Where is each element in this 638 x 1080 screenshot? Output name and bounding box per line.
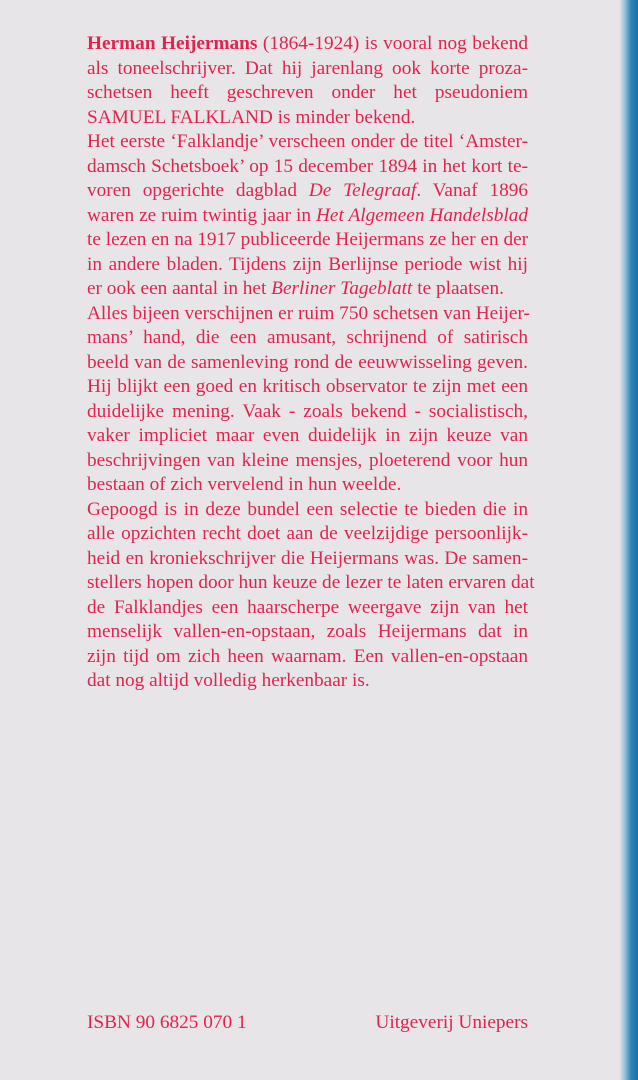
text-line (87, 326, 528, 351)
text-line (87, 81, 528, 106)
text-segment: voren opgerichte dagblad (87, 180, 309, 201)
text-line (87, 498, 528, 523)
text-segment: schetsen heeft geschreven onder het pseudoniem (87, 82, 528, 103)
text-line (87, 106, 528, 131)
text-line (87, 32, 528, 57)
italic-title: Berliner Tageblatt (271, 278, 413, 299)
text-segment: in andere bladen. Tijdens zijn Berlijnse periode wist hij (87, 253, 528, 275)
isbn: ISBN 90 6825 070 1 (87, 1012, 247, 1033)
text-line (87, 424, 528, 449)
text-line (87, 571, 535, 596)
text-line (87, 596, 528, 621)
text-segment: mans’ hand, die een amusant, schrijnend of satirisch (87, 327, 528, 348)
text-line (87, 228, 528, 253)
text-segment: Gepoogd is in deze bundel een selectie te bieden die in (87, 498, 528, 520)
text-segment: zijn tijd om zich heen waarnam. Een vallen-en-opstaan (87, 645, 528, 667)
text-segment: SAMUEL FALKLAND is minder bekend. (87, 106, 416, 128)
text-line (87, 155, 528, 180)
text-segment: beschrijvingen van kleine mensjes, ploeterend voor hun (87, 449, 528, 471)
text-segment: duidelijke mening. Vaak - zoals bekend - socialistisch, (87, 400, 528, 422)
text-segment: bestaan of zich vervelend in hun weelde. (87, 474, 402, 495)
cover-edge (620, 0, 638, 1080)
text-segment: (1864-1924) is vooral nog bekend (257, 33, 528, 54)
blurb-text (87, 32, 535, 694)
text-line (87, 375, 528, 400)
text-segment: de Falklandjes een haarscherpe weergave zijn van het (87, 596, 528, 618)
publisher: Uitgeverij Uniepers (375, 1012, 528, 1033)
text-line (87, 277, 528, 302)
text-segment: te plaatsen. (412, 278, 504, 299)
text-line (87, 179, 528, 204)
text-segment: Hij blijkt een goed en kritisch observator te zijn met een (87, 376, 528, 397)
text-line (87, 351, 528, 376)
text-line (87, 253, 528, 278)
text-segment: alle opzichten recht doet aan de veelzijdige persoonlijk- (87, 523, 528, 544)
text-segment: menselijk vallen-en-opstaan, zoals Heijermans dat in (87, 621, 528, 642)
text-segment: te lezen en na 1917 publiceerde Heijermans ze her en der (87, 229, 529, 250)
text-line (87, 204, 528, 229)
text-segment: er ook een aantal in het (87, 278, 272, 299)
text-line (87, 547, 528, 572)
text-segment: vaker impliciet maar even duidelijk in zijn keuze van (87, 425, 528, 446)
text-line (87, 400, 528, 425)
text-segment: Het eerste ‘Falklandje’ verscheen onder de titel ‘Amster- (87, 131, 528, 152)
text-line (87, 669, 528, 694)
author-name: Herman Heijermans (87, 33, 258, 54)
text-segment: . Vanaf 1896 (416, 180, 529, 201)
text-segment: dat nog altijd volledig herkenbaar is. (87, 670, 370, 691)
text-line (87, 473, 528, 498)
text-segment: beeld van de samenleving rond de eeuwwisseling geven. (87, 351, 528, 373)
text-line (87, 522, 528, 547)
text-segment: stellers hopen door hun keuze de lezer te laten ervaren dat (87, 572, 535, 593)
text-segment: heid en kroniekschrijver die Heijermans was. De samen- (87, 547, 528, 569)
text-line (87, 302, 528, 327)
text-line (87, 130, 528, 155)
italic-title: De Telegraaf (308, 180, 417, 201)
text-line (87, 57, 528, 82)
text-segment: Alles bijeen verschijnen er ruim 750 schetsen van Heijer- (87, 302, 530, 324)
text-segment: als toneelschrijver. Dat hij jarenlang ook korte proza- (87, 57, 528, 79)
text-segment: damsch Schetsboek’ op 15 december 1894 in het kort te- (87, 155, 528, 177)
text-line (87, 449, 528, 474)
text-line (87, 645, 528, 670)
text-segment: waren ze ruim twintig jaar in (87, 204, 316, 226)
italic-title: Het Algemeen Handelsblad (315, 204, 528, 226)
text-line (87, 620, 528, 645)
